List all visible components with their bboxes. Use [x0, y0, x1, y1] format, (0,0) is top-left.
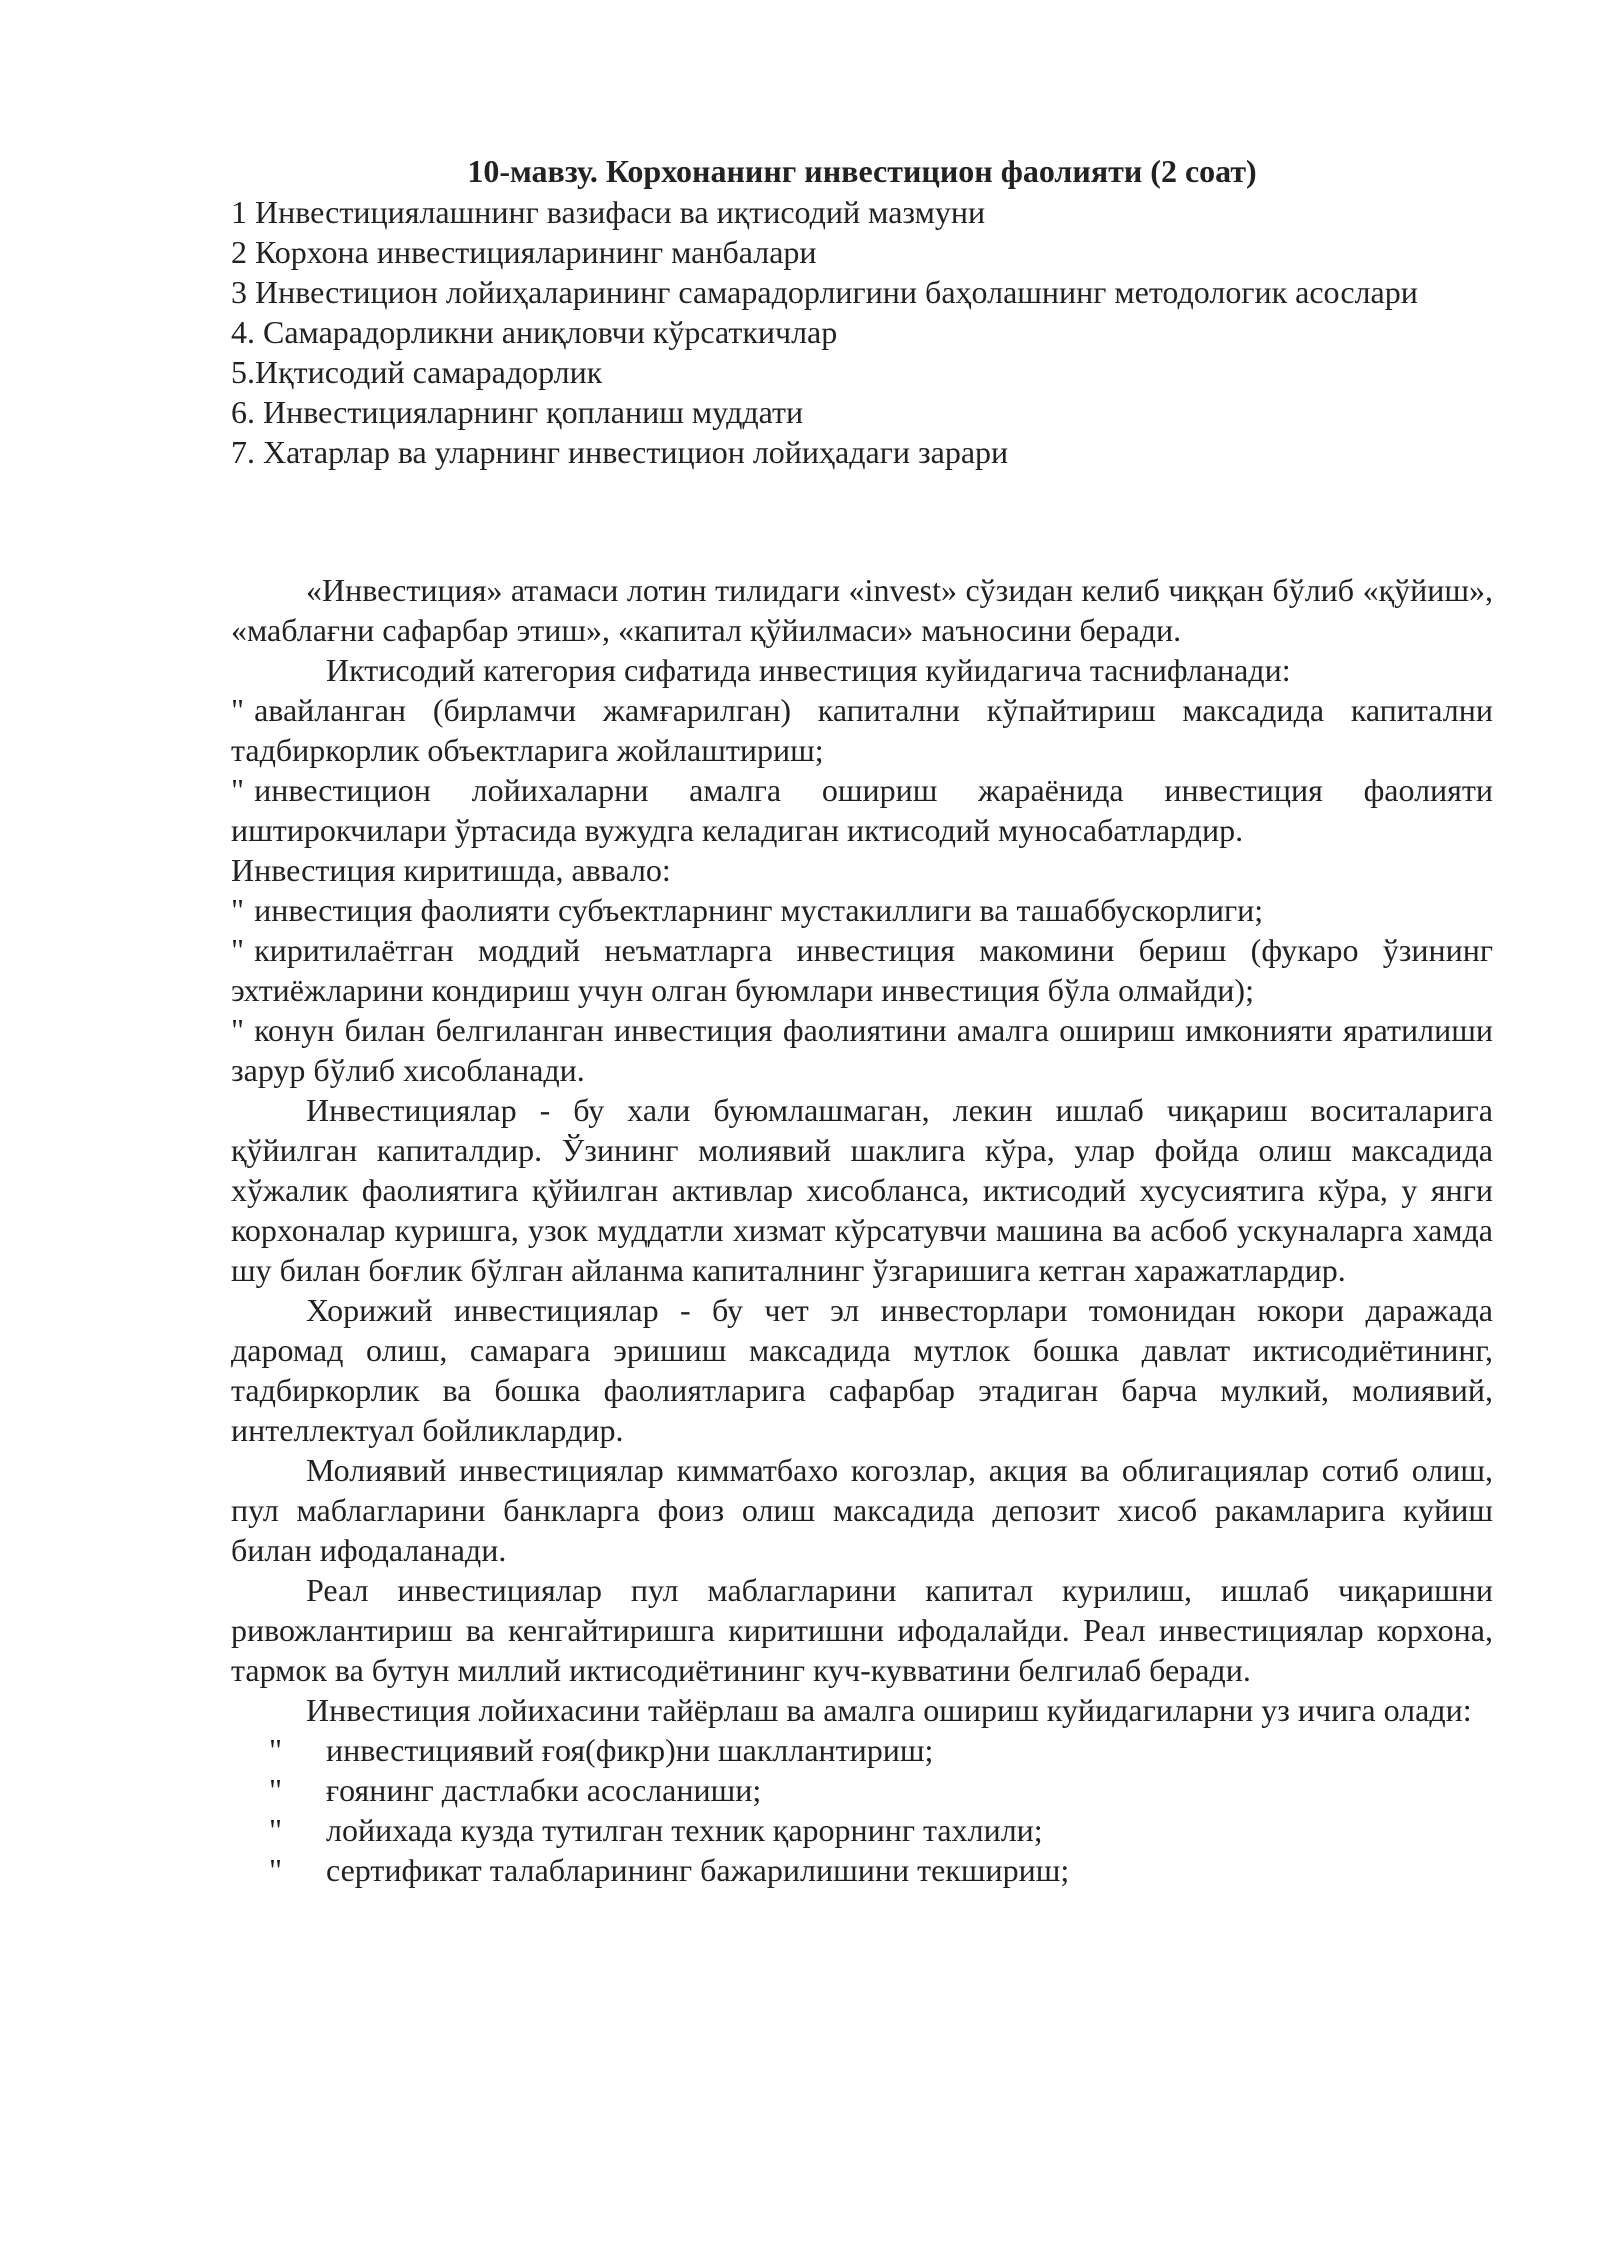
- spacer: [231, 472, 1493, 570]
- quote-item: [231, 1010, 1493, 1090]
- quote-item-text: авайланган (бирламчи жамғарилган) капитални кўпайтириш максадида капитални тадбиркорлик объектларига жойлаштириш;: [231, 692, 1493, 768]
- quote-mark: ": [269, 1732, 283, 1768]
- outline-item: 2 Корхона инвестицияларининг манбалари: [231, 234, 817, 270]
- outline-item: 4. Самарадорликни аниқловчи кўрсаткичлар: [231, 314, 838, 350]
- paragraph-real-investments: Реал инвестициялар пул маблагларини капитал курилиш, ишлаб чиқаришни ривожлантириш ва кенгайтиришга киритишни ифодалайди. Реал инвестициялар корхона, тармок ва бутун миллий иктисодиётининг куч-кувватини белгилаб беради.: [231, 1572, 1493, 1688]
- paragraph-investments-definition: Инвестициялар - бу хали буюмлашмаган, лекин ишлаб чиқариш воситаларига қўйилган капиталдир. Ўзининг молиявий шаклига кўра, улар фойда олиш максадида хўжалик фаолиятига қўйилган активлар хисобланса, иктисодий хусусиятига кўра, у янги корхоналар куришга, узок муддатли хизмат кўрсатувчи машина ва асбоб ускуналарга хамда шу билан боғлик бўлган айланма капиталнинг ўзгаришига кетган харажатлардир.: [231, 1092, 1493, 1288]
- quote-mark: ": [231, 932, 245, 968]
- list-item: [269, 1850, 1493, 1890]
- paragraph-investment-term: «Инвестиция» атамаси лотин тилидаги «invest» сўзидан келиб чиққан бўлиб «қўйиш», «маблағни сафарбар этиш», «капитал қўйилмаси» маъносини беради.: [231, 572, 1493, 648]
- quote-item: [231, 770, 1493, 850]
- paragraph-classification-intro: Иктисодий категория сифатида инвестиция куйидагича таснифланади:: [326, 652, 1291, 688]
- quote-mark: ": [231, 692, 245, 728]
- quote-item: [231, 890, 1493, 930]
- quote-item-text: киритилаётган моддий неъматларга инвестиция макомини бериш (фукаро ўзининг эхтиёжларини кондириш учун олган буюмлари инвестиция бўла олмайди);: [231, 932, 1493, 1008]
- outline-item: 1 Инвестициялашнинг вазифаси ва иқтисодий мазмуни: [231, 194, 986, 230]
- list-item: [269, 1810, 1493, 1850]
- topic-outline: [231, 192, 1493, 472]
- quote-item-text: конун билан белгиланган инвестиция фаолиятини амалга ошириш имконияти яратилиши зарур бўлиб хисобланади.: [231, 1012, 1493, 1088]
- outline-item: 3 Инвестицион лойиҳаларининг самарадорлигини баҳолашнинг методологик асослари: [231, 274, 1418, 310]
- paragraph-financial-investments: Молиявий инвестициялар кимматбахо когозлар, акция ва облигациялар сотиб олиш, пул маблагларини банкларга фоиз олиш максадида депозит хисоб ракамларига куйиш билан ифодаланади.: [231, 1452, 1493, 1568]
- quote-item: [231, 690, 1493, 770]
- list-item-text: лойихада кузда тутилган техник қарорнинг тахлили;: [326, 1812, 1043, 1848]
- page-title: 10-мавзу. Корхонанинг инвестицион фаолияти (2 соат): [467, 153, 1257, 189]
- list-item: [269, 1770, 1493, 1810]
- quote-mark: ": [231, 892, 245, 928]
- quote-mark: ": [269, 1852, 283, 1888]
- paragraph-foreign-investments: Хорижий инвестициялар - бу чет эл инвесторлари томонидан юкори даражада даромад олиш, самарага эришиш максадида мутлок бошка давлат иктисодиётининг, тадбиркорлик ва бошка фаолиятларига сафарбар этадиган барча мулкий, молиявий, интеллектуал бойликлардир.: [231, 1292, 1493, 1448]
- quote-item: [231, 930, 1493, 1010]
- list-item-text: ғоянинг дастлабки асосланиши;: [326, 1772, 762, 1808]
- paragraph-investment-entry: Инвестиция киритишда, аввало:: [231, 852, 671, 888]
- outline-item: 5.Иқтисодий самарадорлик: [231, 354, 603, 390]
- outline-item: 7. Хатарлар ва уларнинг инвестицион лойиҳадаги зарари: [231, 434, 1009, 470]
- quote-mark: ": [269, 1812, 283, 1848]
- paragraph-project-preparation: Инвестиция лойихасини тайёрлаш ва амалга ошириш куйидагиларни уз ичига олади:: [306, 1692, 1472, 1728]
- outline-item: 6. Инвестицияларнинг қопланиш муддати: [231, 394, 804, 430]
- quote-mark: ": [269, 1772, 283, 1808]
- quote-mark: ": [231, 772, 245, 808]
- project-steps-list: [231, 1730, 1493, 1890]
- list-item-text: инвестициявий ғоя(фикр)ни шакллантириш;: [326, 1732, 934, 1768]
- quote-mark: ": [231, 1012, 245, 1048]
- document-page: [231, 150, 1493, 1890]
- quote-item-text: инвестиция фаолияти субъектларнинг мустакиллиги ва ташаббускорлиги;: [254, 892, 1264, 928]
- quote-item-text: инвестицион лойихаларни амалга ошириш жараёнида инвестиция фаолияти иштирокчилари ўртасида вужудга келадиган иктисодий муносабатлардир.: [231, 772, 1493, 848]
- list-item-text: сертификат талабларининг бажарилишини текшириш;: [326, 1852, 1070, 1888]
- list-item: [269, 1730, 1493, 1770]
